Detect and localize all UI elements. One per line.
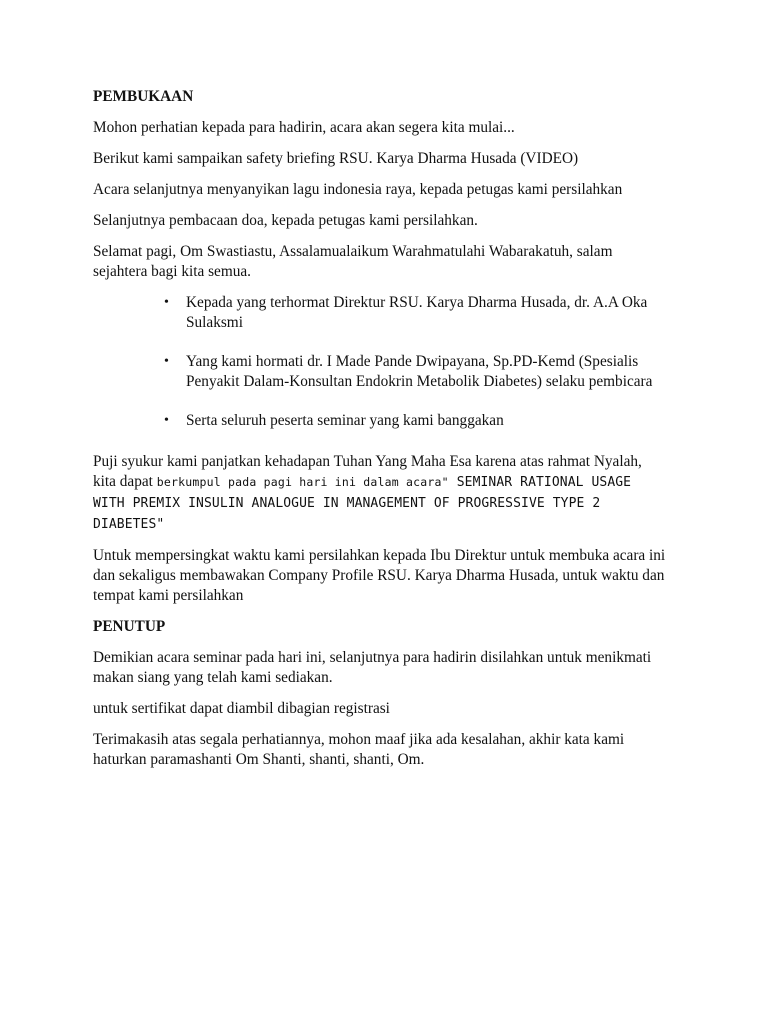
paragraph-safety-briefing: Berikut kami sampaikan safety briefing RSU. Karya Dharma Husada (VIDEO) [93, 150, 579, 167]
bullet-icon: • [164, 413, 169, 428]
list-item-text: Kepada yang terhormat Direktur RSU. Karya Dharma Husada, dr. A.A Oka [186, 294, 648, 311]
seminar-title-part-2: WITH PREMIX INSULIN ANALOGUE IN MANAGEMENT OF PROGRESSIVE TYPE 2 [93, 496, 601, 511]
bullet-icon: • [164, 354, 169, 369]
document-page [93, 87, 683, 781]
invite-line-3: tempat kami persilahkan [93, 587, 244, 604]
list-item-text: Penyakit Dalam-Konsultan Endokrin Metabolik Diabetes) selaku pembicara [186, 373, 653, 390]
heading-penutup: PENUTUP [93, 618, 166, 635]
thanks-line-1: Terimakasih atas segala perhatiannya, mohon maaf jika ada kesalahan, akhir kata kami [93, 731, 625, 748]
seminar-title-part-3: DIABETES" [93, 517, 165, 532]
list-item-speaker [164, 352, 683, 392]
gratitude-line-1: Puji syukur kami panjatkan kehadapan Tuhan Yang Maha Esa karena atas rahmat Nyalah, [93, 453, 642, 470]
paragraph-national-anthem: Acara selanjutnya menyanyikan lagu indonesia raya, kepada petugas kami persilahkan [93, 181, 623, 198]
paragraph-lunch [93, 648, 683, 688]
list-item-participants [164, 411, 683, 431]
heading-pembukaan: PEMBUKAAN [93, 88, 194, 105]
seminar-title-part-1: SEMINAR RATIONAL USAGE [448, 475, 632, 490]
gratitude-line-2a: kita dapat [93, 473, 157, 490]
list-item-text: Serta seluruh peserta seminar yang kami banggakan [186, 412, 504, 429]
paragraph-attention: Mohon perhatian kepada para hadirin, acara akan segera kita mulai... [93, 119, 515, 136]
list-item-text: Sulaksmi [186, 314, 243, 331]
gratitude-line-2b: berkumpul pada pagi hari ini dalam acara" [156, 475, 449, 489]
paragraph-certificate: untuk sertifikat dapat diambil dibagian registrasi [93, 700, 390, 717]
invite-line-2: dan sekaligus membawakan Company Profile RSU. Karya Dharma Husada, untuk waktu dan [93, 567, 665, 584]
salutation-list [93, 293, 683, 431]
invite-line-1: Untuk mempersingkat waktu kami persilahkan kepada Ibu Direktur untuk membuka acara ini [93, 547, 666, 564]
paragraph-closing-thanks [93, 730, 683, 770]
lunch-line-1: Demikian acara seminar pada hari ini, selanjutnya para hadirin disilahkan untuk menikmati [93, 649, 652, 666]
paragraph-prayer: Selanjutnya pembacaan doa, kepada petugas kami persilahkan. [93, 212, 478, 229]
lunch-line-2: makan siang yang telah kami sediakan. [93, 669, 333, 686]
greeting-line-2: sejahtera bagi kita semua. [93, 263, 252, 280]
list-item-director [164, 293, 683, 333]
thanks-line-2: haturkan paramashanti Om Shanti, shanti, shanti, Om. [93, 751, 425, 768]
paragraph-gratitude [93, 452, 683, 535]
paragraph-director-invite [93, 546, 683, 606]
paragraph-greeting [93, 242, 683, 282]
greeting-line-1: Selamat pagi, Om Swastiastu, Assalamualaikum Warahmatulahi Wabarakatuh, salam [93, 243, 613, 260]
bullet-icon: • [164, 295, 169, 310]
list-item-text: Yang kami hormati dr. I Made Pande Dwipayana, Sp.PD-Kemd (Spesialis [186, 353, 639, 370]
